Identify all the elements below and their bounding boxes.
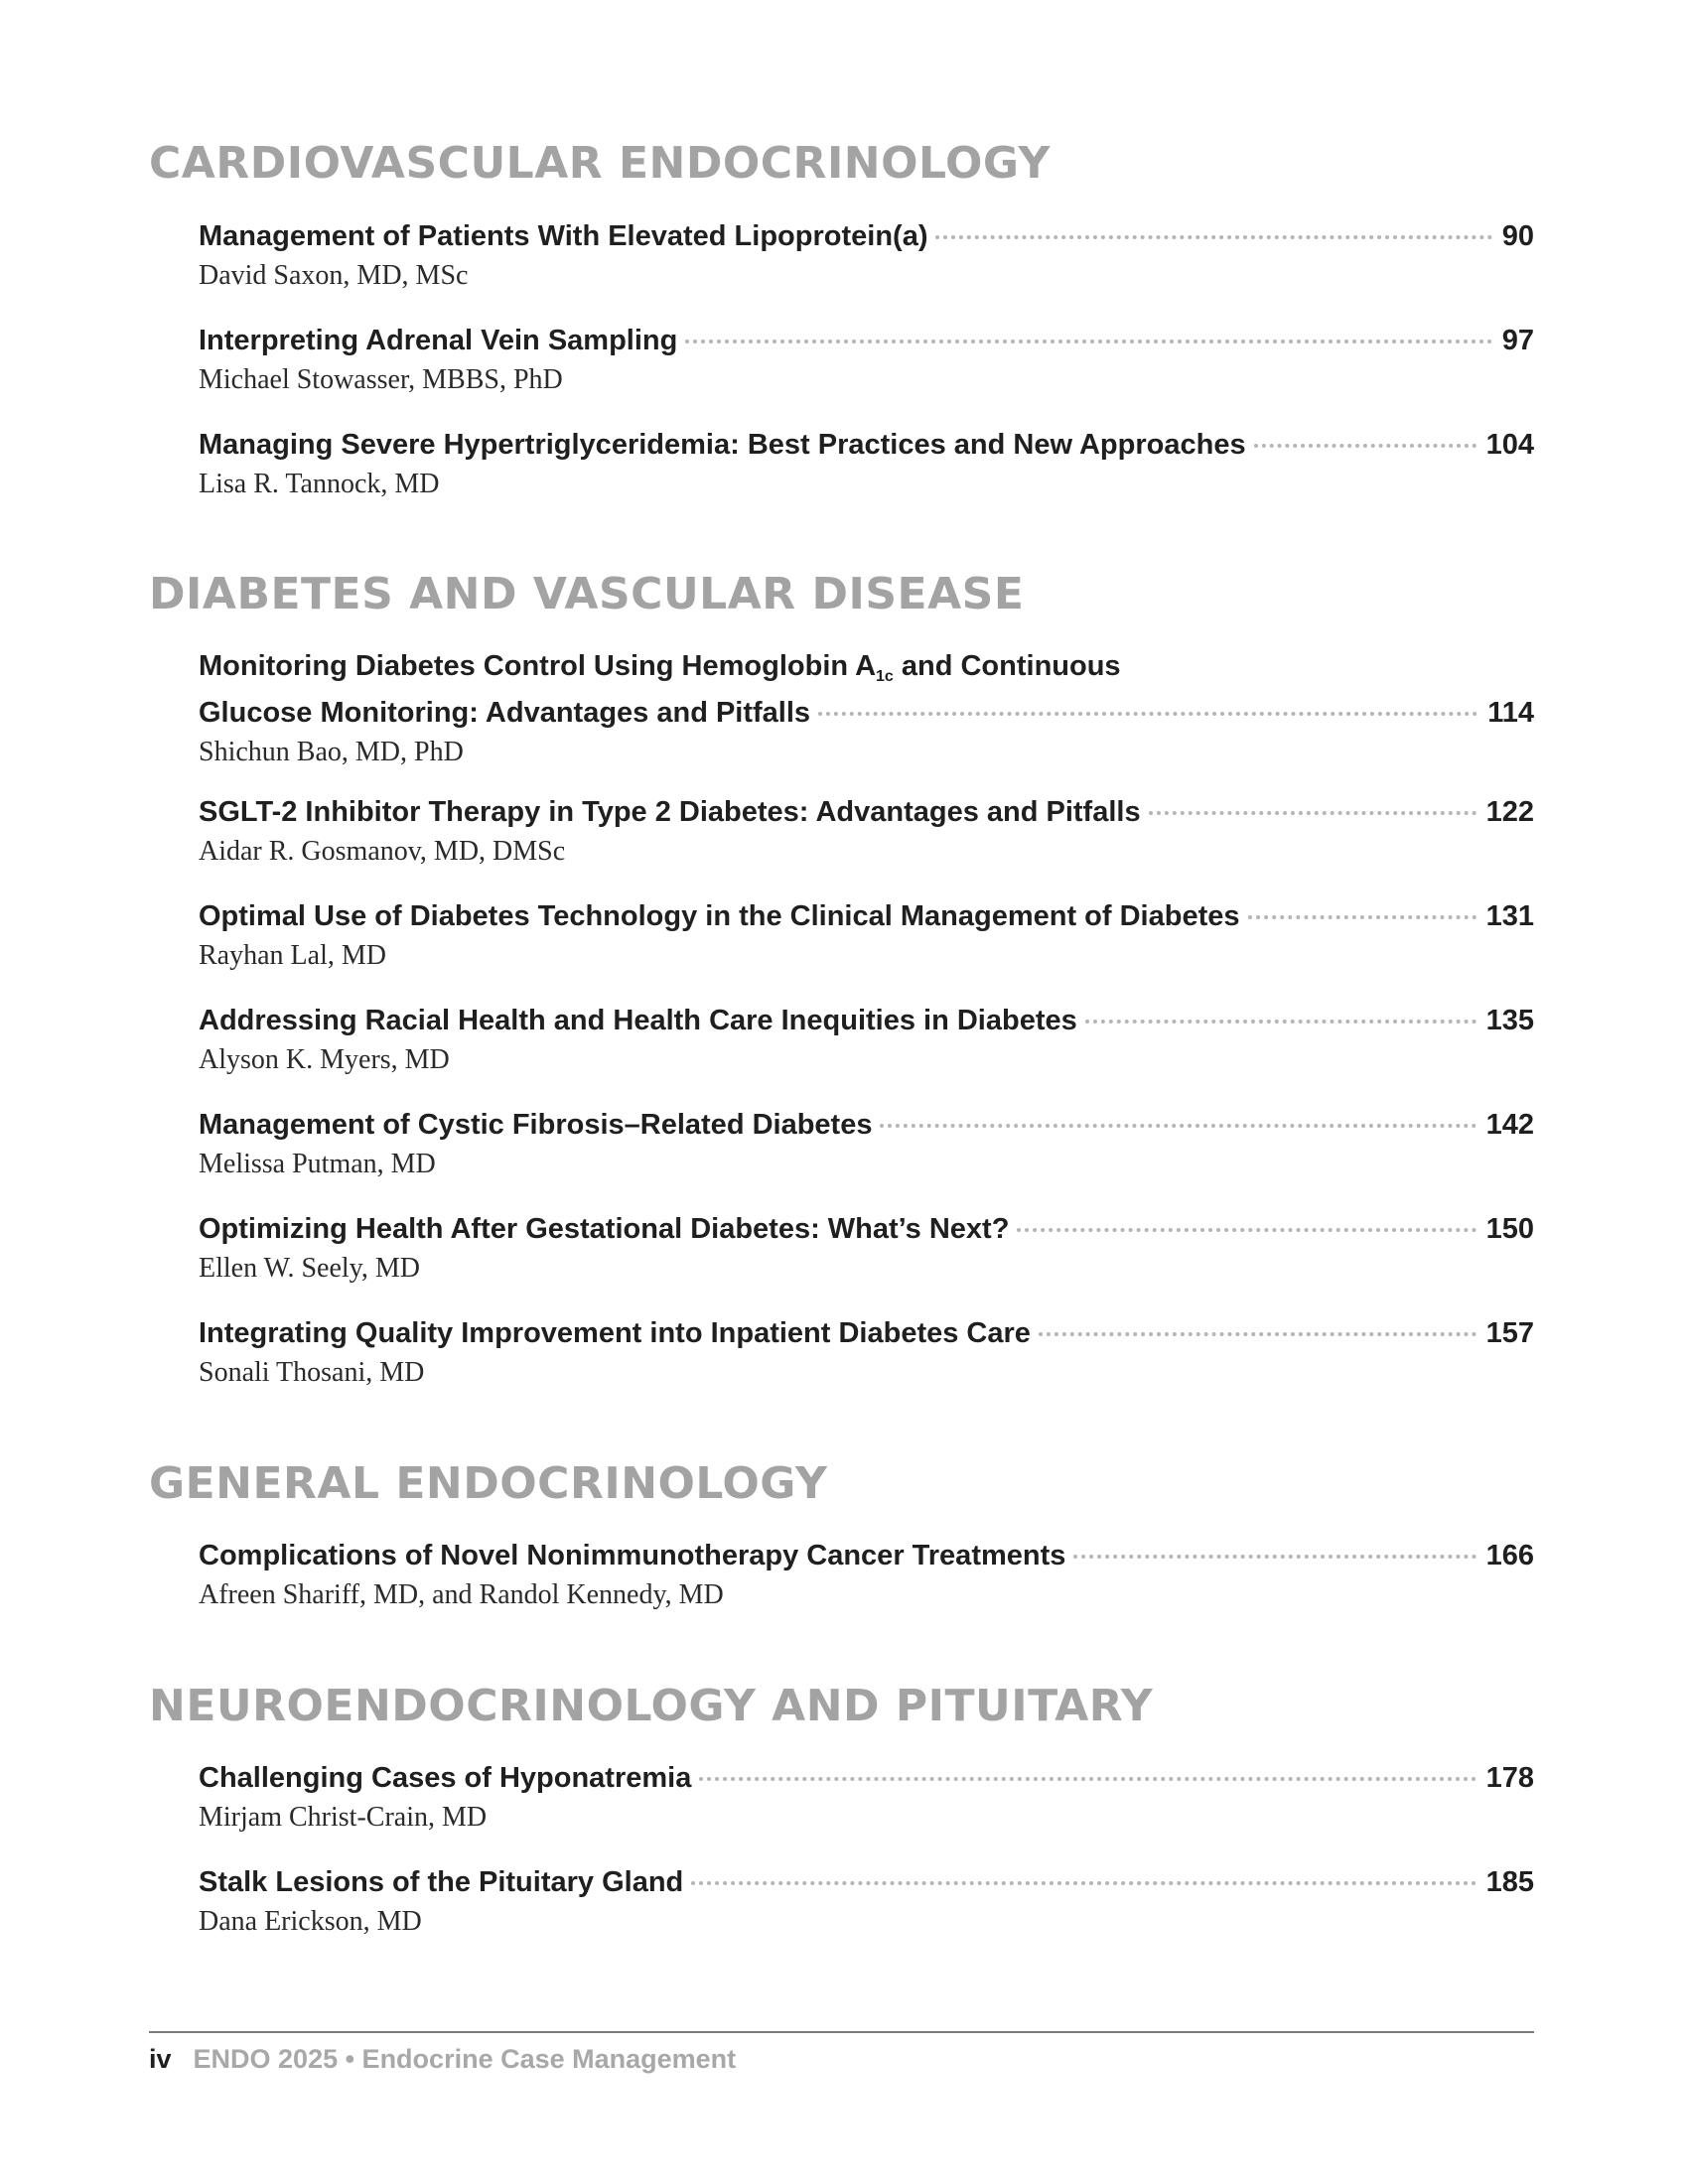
page-number: 135 <box>1485 1005 1534 1036</box>
entry-title: SGLT-2 Inhibitor Therapy in Type 2 Diabetes: Advantages and Pitfalls <box>199 796 1141 828</box>
entry-author: Ellen W. Seely, MD <box>199 1253 420 1284</box>
entry-title: Optimizing Health After Gestational Diabetes: What’s Next? <box>199 1213 1010 1245</box>
dot-leader <box>1073 1555 1476 1559</box>
entry-title-line <box>199 1861 1534 1903</box>
toc-entry[interactable] <box>199 1000 1534 1079</box>
entry-author: Shichun Bao, MD, PhD <box>199 737 464 767</box>
entry-title: Optimal Use of Diabetes Technology in the Clinical Management of Diabetes <box>199 900 1240 932</box>
entry-author: Afreen Shariff, MD, and Randol Kennedy, MD <box>199 1579 724 1610</box>
entry-title-line <box>199 1208 1534 1250</box>
entry-title-subscript: 1c <box>876 668 894 685</box>
dot-leader <box>685 340 1491 343</box>
dot-leader <box>818 712 1477 716</box>
entry-title-line <box>199 320 1534 361</box>
page-number: 104 <box>1485 429 1534 461</box>
toc-entry[interactable] <box>199 215 1534 295</box>
entry-title-line <box>199 692 1534 734</box>
running-title: ENDO 2025 • Endocrine Case Management <box>193 2044 737 2074</box>
toc-entry[interactable] <box>199 645 1534 771</box>
dot-leader <box>935 235 1491 239</box>
toc-entry[interactable] <box>199 1757 1534 1837</box>
toc-entry[interactable] <box>199 791 1534 871</box>
entry-title: Management of Cystic Fibrosis–Related Diabetes <box>199 1109 873 1141</box>
page-footer <box>149 2039 736 2079</box>
page-number: 157 <box>1485 1317 1534 1349</box>
entry-title-line <box>199 791 1534 833</box>
dot-leader <box>699 1777 1476 1781</box>
footer-divider <box>149 2031 1534 2033</box>
entry-title-first-line <box>199 645 1534 692</box>
entry-author: Mirjam Christ-Crain, MD <box>199 1802 488 1833</box>
entry-title-part: Monitoring Diabetes Control Using Hemoglobin A <box>199 650 877 682</box>
entry-title: Management of Patients With Elevated Lipoprotein(a) <box>199 220 928 252</box>
entry-author: Rayhan Lal, MD <box>199 940 386 971</box>
toc-entry[interactable] <box>199 424 1534 503</box>
entry-title: Complications of Novel Nonimmunotherapy Cancer Treatments <box>199 1540 1066 1571</box>
entry-author: Dana Erickson, MD <box>199 1906 422 1937</box>
dot-leader <box>691 1881 1476 1885</box>
section-heading-diabetes: DIABETES AND VASCULAR DISEASE <box>149 569 1025 619</box>
dot-leader <box>1254 444 1477 448</box>
page-number: 166 <box>1485 1540 1534 1571</box>
entry-title-part: and Continuous <box>893 650 1121 682</box>
dot-leader <box>880 1124 1476 1128</box>
entry-title: Glucose Monitoring: Advantages and Pitfalls <box>199 697 811 729</box>
entry-title: Interpreting Adrenal Vein Sampling <box>199 325 678 356</box>
section-heading-general: GENERAL ENDOCRINOLOGY <box>149 1458 828 1509</box>
page-number: 142 <box>1485 1109 1534 1141</box>
toc-entry[interactable] <box>199 895 1534 975</box>
section-heading-cardiovascular: CARDIOVASCULAR ENDOCRINOLOGY <box>149 138 1051 189</box>
page-number: 185 <box>1485 1866 1534 1898</box>
dot-leader <box>1039 1332 1477 1336</box>
toc-entry[interactable] <box>199 1208 1534 1288</box>
entry-title-line <box>199 1000 1534 1041</box>
page-number: 178 <box>1485 1762 1534 1794</box>
dot-leader <box>1017 1228 1476 1232</box>
toc-entry[interactable] <box>199 1535 1534 1614</box>
page-number: 122 <box>1485 796 1534 828</box>
entry-author: Melissa Putman, MD <box>199 1149 436 1179</box>
entry-title: Managing Severe Hypertriglyceridemia: Best Practices and New Approaches <box>199 429 1246 461</box>
entry-author: David Saxon, MD, MSc <box>199 260 469 291</box>
entry-title-line <box>199 424 1534 466</box>
entry-title: Stalk Lesions of the Pituitary Gland <box>199 1866 684 1898</box>
page-number: 90 <box>1501 220 1534 252</box>
entry-title-line <box>199 895 1534 937</box>
entry-title-line <box>199 1757 1534 1799</box>
page-number: 97 <box>1501 325 1534 356</box>
entry-title: Integrating Quality Improvement into Inpatient Diabetes Care <box>199 1317 1031 1349</box>
toc-entry[interactable] <box>199 320 1534 399</box>
entry-title-line <box>199 1535 1534 1576</box>
toc-entry[interactable] <box>199 1104 1534 1183</box>
dot-leader <box>1149 811 1477 815</box>
entry-author: Michael Stowasser, MBBS, PhD <box>199 364 563 395</box>
entry-author: Lisa R. Tannock, MD <box>199 469 440 499</box>
page-number: 150 <box>1485 1213 1534 1245</box>
dot-leader <box>1085 1020 1477 1024</box>
entry-author: Aidar R. Gosmanov, MD, DMSc <box>199 836 566 867</box>
page-number: 114 <box>1487 697 1534 729</box>
entry-title-line <box>199 215 1534 257</box>
page-folio: iv <box>149 2044 172 2074</box>
entry-title-line <box>199 1312 1534 1354</box>
page-number: 131 <box>1485 900 1534 932</box>
entry-author: Sonali Thosani, MD <box>199 1357 425 1388</box>
dot-leader <box>1248 915 1477 919</box>
entry-title: Addressing Racial Health and Health Care Inequities in Diabetes <box>199 1005 1077 1036</box>
entry-title-line <box>199 1104 1534 1146</box>
toc-entry[interactable] <box>199 1861 1534 1941</box>
entry-author: Alyson K. Myers, MD <box>199 1044 450 1075</box>
entry-title: Challenging Cases of Hyponatremia <box>199 1762 692 1794</box>
section-heading-neuroendocrinology: NEUROENDOCRINOLOGY AND PITUITARY <box>149 1681 1154 1731</box>
toc-entry[interactable] <box>199 1312 1534 1392</box>
